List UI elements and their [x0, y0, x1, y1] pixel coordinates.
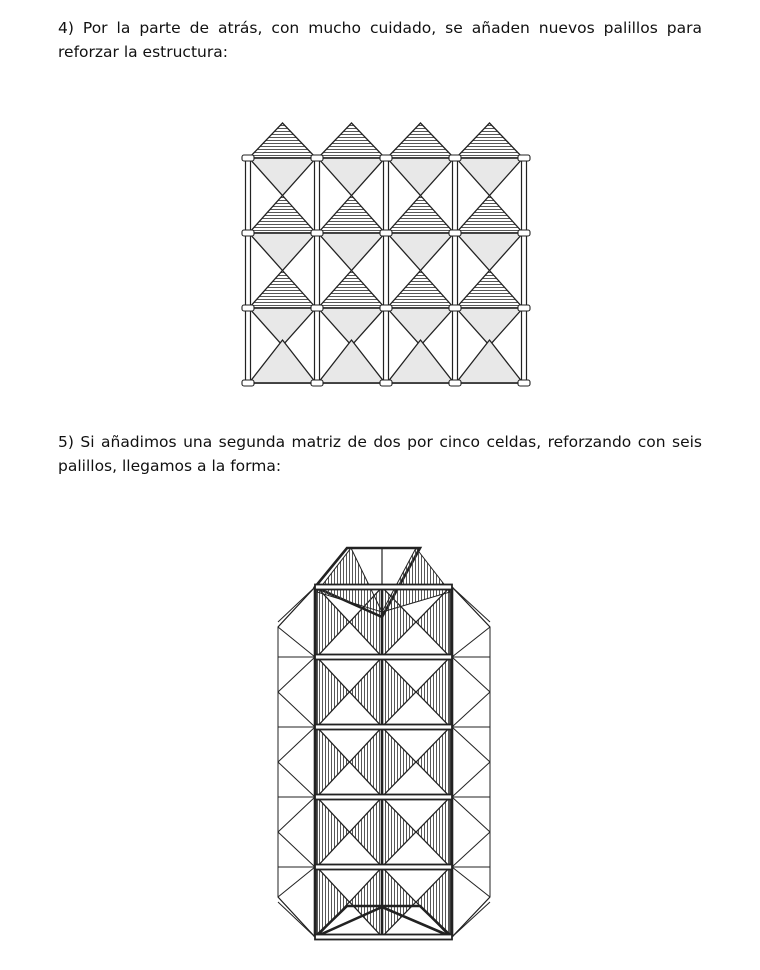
side-line	[278, 627, 315, 657]
hatched-triangle	[387, 271, 454, 309]
hatched-triangle	[249, 123, 316, 158]
shaded-triangle	[387, 158, 454, 196]
vertical-stick	[453, 158, 458, 383]
hatched-triangle	[456, 271, 523, 309]
stick-joint	[518, 380, 530, 386]
stick-joint	[380, 155, 392, 161]
horizontal-stick	[315, 935, 452, 940]
side-line	[278, 897, 315, 937]
shaded-triangle	[456, 340, 523, 383]
stick-joint	[311, 155, 323, 161]
right-side-frame	[452, 587, 490, 937]
horizontal-stick	[315, 655, 452, 660]
horizontal-stick	[315, 795, 452, 800]
side-line	[452, 762, 490, 797]
vertical-stick	[246, 158, 251, 383]
shaded-triangle	[318, 340, 385, 383]
hatched-triangle	[456, 123, 523, 158]
left-side-frame	[278, 587, 315, 937]
stick-joint	[311, 305, 323, 311]
stick-joint	[311, 380, 323, 386]
horizontal-stick	[315, 865, 452, 870]
hatched-triangle	[249, 271, 316, 309]
side-line	[452, 627, 490, 657]
shaded-triangle	[249, 340, 316, 383]
side-line	[278, 832, 315, 867]
shaded-triangle	[456, 233, 523, 271]
stick-joint	[242, 380, 254, 386]
hatched-triangle	[318, 196, 385, 234]
shaded-triangle	[456, 158, 523, 196]
side-line	[278, 867, 315, 897]
hatched-triangle	[387, 196, 454, 234]
step-4-figure	[240, 118, 530, 348]
side-line	[278, 587, 315, 622]
stick-joint	[518, 230, 530, 236]
side-line	[278, 797, 315, 832]
step-5-paragraph	[58, 430, 702, 478]
shaded-triangle	[387, 233, 454, 271]
vertical-stick	[522, 158, 527, 383]
horizontal-stick	[315, 725, 452, 730]
side-line	[452, 587, 490, 627]
side-line	[452, 727, 490, 762]
side-line	[452, 902, 490, 937]
stick-joint	[518, 155, 530, 161]
shaded-triangle	[318, 158, 385, 196]
side-line	[452, 797, 490, 832]
stick-joint	[380, 305, 392, 311]
stick-joint	[449, 230, 461, 236]
shaded-triangle	[387, 340, 454, 383]
step-5-number: 5)	[58, 433, 74, 451]
side-line	[452, 692, 490, 727]
stick-joint	[449, 380, 461, 386]
stick-joint	[380, 230, 392, 236]
side-line	[278, 727, 315, 762]
hatched-triangle	[318, 271, 385, 309]
stick-joint	[242, 230, 254, 236]
side-line	[452, 897, 490, 937]
side-line	[452, 832, 490, 867]
hatched-triangle	[318, 123, 385, 158]
side-line	[278, 692, 315, 727]
step-5-figure	[270, 540, 495, 915]
step-4-text: Por la parte de atrás, con mucho cuidado, se añaden nuevos palillos para reforzar la estructura:	[58, 19, 702, 61]
side-line	[452, 587, 490, 622]
side-line	[452, 867, 490, 897]
hatched-triangle	[249, 196, 316, 234]
stick-joint	[311, 230, 323, 236]
side-line	[278, 902, 315, 937]
stick-joint	[242, 155, 254, 161]
step-4-paragraph	[58, 16, 702, 64]
shaded-triangle	[318, 233, 385, 271]
step-5-text: Si añadimos una segunda matriz de dos por cinco celdas, reforzando con seis palillos, llegamos a la forma:	[58, 433, 702, 475]
side-line	[278, 587, 315, 627]
side-line	[452, 657, 490, 692]
shaded-triangle	[249, 158, 316, 196]
hatched-triangle	[387, 123, 454, 158]
horizontal-stick	[315, 585, 452, 590]
stick-joint	[449, 305, 461, 311]
shaded-triangle	[249, 233, 316, 271]
side-line	[278, 762, 315, 797]
stick-joint	[449, 155, 461, 161]
stick-joint	[380, 380, 392, 386]
stick-joint	[242, 305, 254, 311]
vertical-stick	[384, 158, 389, 383]
side-line	[278, 657, 315, 692]
vertical-stick	[315, 158, 320, 383]
step-4-number: 4)	[58, 19, 74, 37]
stick-joint	[518, 305, 530, 311]
hatched-triangle	[456, 196, 523, 234]
